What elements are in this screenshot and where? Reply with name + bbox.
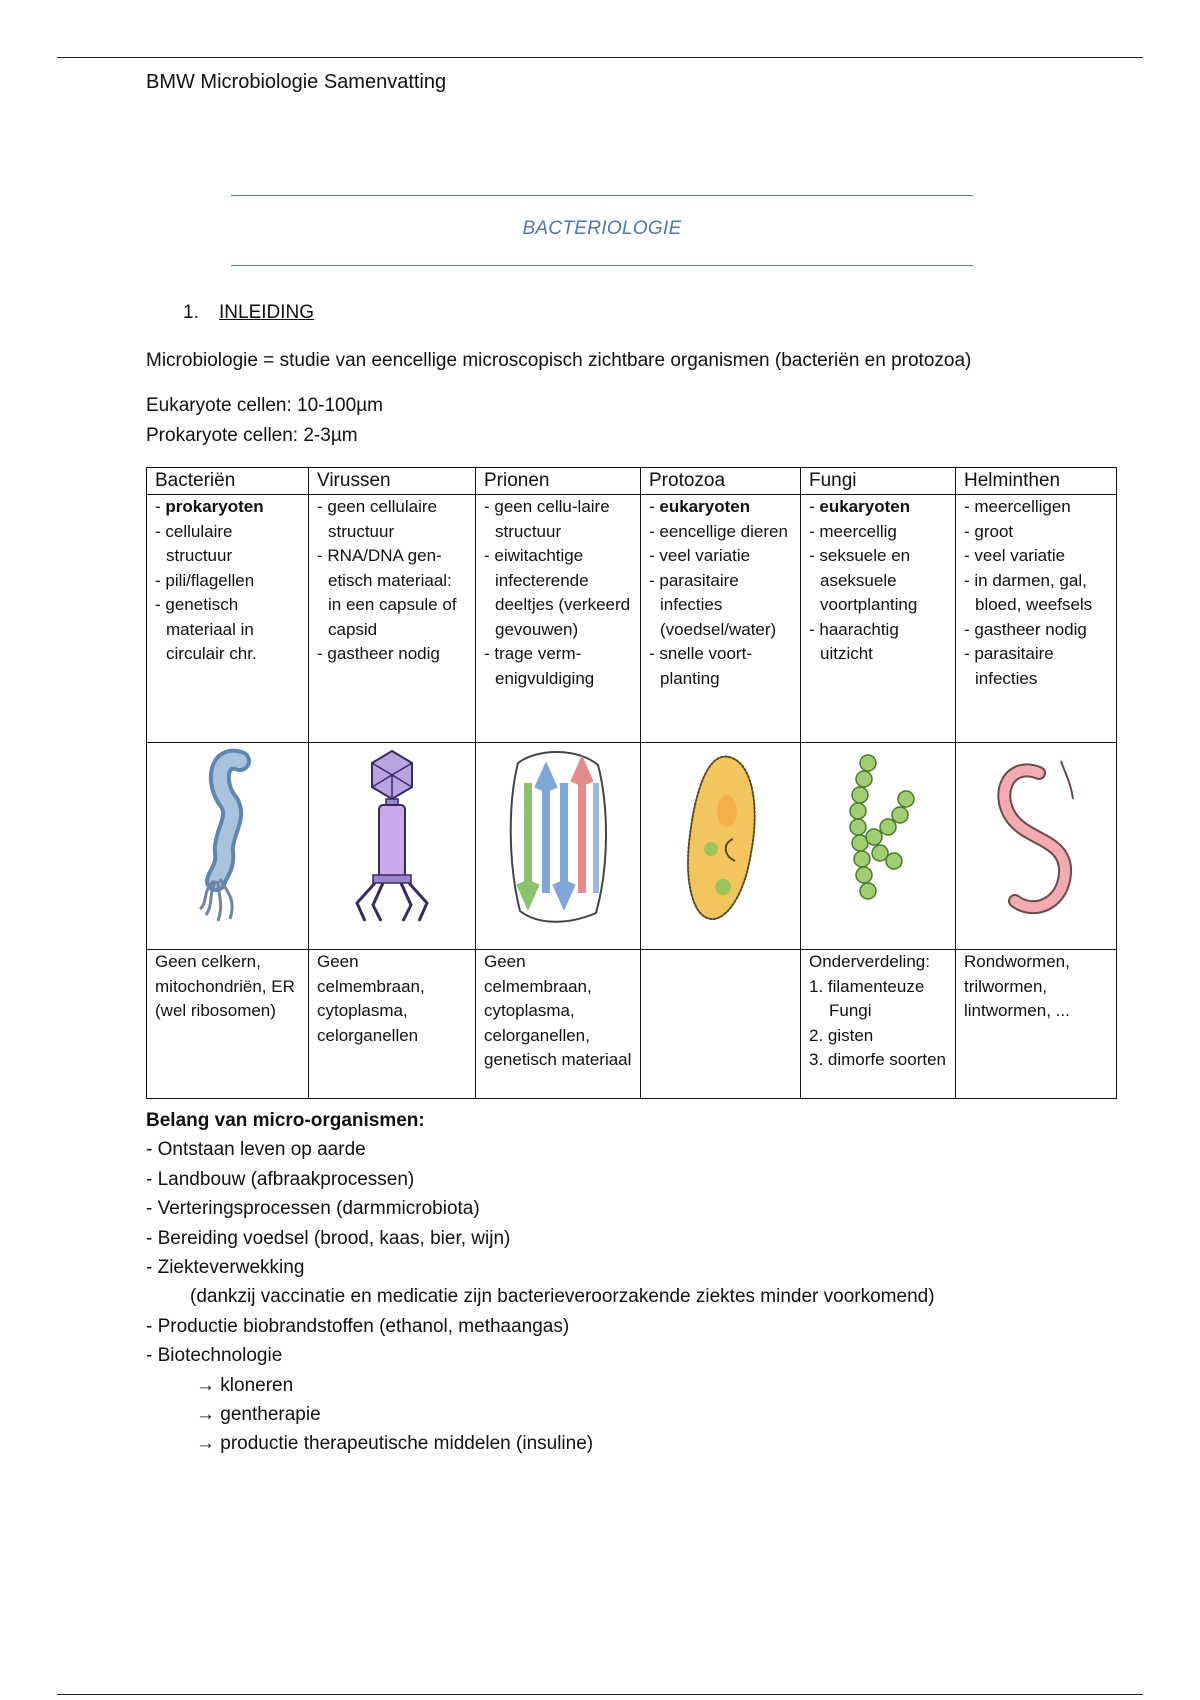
bacterium-icon	[178, 743, 278, 933]
prion-icon	[498, 743, 618, 933]
note-virussen: Geen celmembraan, cytoplasma, celorganellen	[309, 950, 476, 1099]
table-header-row	[147, 468, 1117, 495]
header-helminthen: Helminthen	[956, 468, 1117, 495]
note-fungi	[801, 950, 956, 1099]
props-helminthen	[956, 495, 1117, 743]
props-prionen	[476, 495, 641, 743]
title-rule-top	[231, 195, 973, 196]
hyphae-icon	[828, 743, 928, 933]
list-item: - parasitaire infecties (voedsel/water)	[649, 570, 777, 639]
virus-illustration	[309, 743, 476, 950]
prokaryote-text: Prokaryote cellen: 2-3µm	[146, 425, 358, 446]
list-item: - geen cellu-laire structuur	[484, 497, 610, 541]
prion-illustration	[476, 743, 641, 950]
list-item: - Landbouw (afbraakprocessen)	[146, 1168, 415, 1190]
title-rule-bottom	[231, 265, 973, 266]
list-item: - genetisch materiaal in circulair chr.	[155, 595, 257, 663]
properties-row	[147, 495, 1117, 743]
props-virussen	[309, 495, 476, 743]
sub-note: (dankzij vaccinatie en medicatie zijn bacterieveroorzakende ziektes minder voorkomend)	[190, 1286, 935, 1308]
list-item: - trage verm-enigvuldiging	[484, 644, 595, 688]
bacterium-illustration	[147, 743, 309, 950]
list-item: - pili/flagellen	[155, 570, 255, 590]
props-bacterien: - prokaryoten - cellulaire structuur - pili/flagellen - genetisch materiaal in circulair chr.	[147, 495, 309, 743]
bold-prokaryoten: prokaryoten	[165, 497, 264, 516]
props-protozoa: - eukaryoten - eencellige dieren - veel variatie - parasitaire infecties (voedsel/water) - snelle voort-planting	[641, 495, 801, 743]
list-item: - Verteringsprocessen (darmmicrobiota)	[146, 1198, 480, 1220]
bottom-rule	[57, 1694, 1143, 1695]
top-rule	[57, 57, 1143, 58]
list-item: - meercelligen	[964, 497, 1071, 516]
list-item: 2. gisten	[809, 1025, 874, 1045]
list-item: 3. dimorfe soorten	[809, 1050, 947, 1069]
bold-eukaryoten: eukaryoten	[659, 497, 751, 516]
header-protozoa: Protozoa	[641, 468, 801, 495]
list-item: - snelle voort-planting	[649, 644, 752, 688]
notes-row	[147, 950, 1117, 1099]
arrow-item: → gentherapie	[196, 1404, 321, 1426]
list-item: - Ziekteverwekking	[146, 1257, 305, 1279]
illustrations-row	[147, 743, 1117, 950]
list-item: - Bereiding voedsel (brood, kaas, bier, wijn)	[146, 1227, 511, 1249]
list-item: - gastheer nodig	[964, 619, 1087, 639]
note-helminthen: Rondwormen, trilwormen, lintwormen, ...	[956, 950, 1117, 1099]
list-item: - gastheer nodig	[317, 644, 440, 663]
list-item: - haarachtig uitzicht	[809, 619, 899, 663]
header-prionen: Prionen	[476, 468, 641, 495]
list-item: - eiwitachtige infecterende deeltjes (verkeerd gevouwen)	[484, 546, 631, 639]
list-item: - Productie biobrandstoffen (ethanol, methaangas)	[146, 1315, 570, 1337]
heading-number: 1.	[183, 302, 199, 323]
list-item: - eencellige dieren	[649, 521, 788, 541]
props-fungi: - eukaryoten - meercellig - seksuele en aseksuele voortplanting - haarachtig uitzicht	[801, 495, 956, 743]
note-prionen: Geen celmembraan, cytoplasma, celorganellen, genetisch materiaal	[476, 950, 641, 1099]
section-title: BACTERIOLOGIE	[522, 218, 682, 239]
bold-eukaryoten: eukaryoten	[819, 497, 911, 516]
list-item: - seksuele en aseksuele voortplanting	[809, 546, 918, 614]
helminth-illustration	[956, 743, 1117, 950]
heading-text: INLEIDING	[219, 302, 315, 323]
paramecium-icon	[671, 743, 771, 933]
header-fungi: Fungi	[801, 468, 956, 495]
arrow-item: → productie therapeutische middelen (insuline)	[196, 1433, 594, 1455]
section-heading	[183, 302, 314, 324]
eukaryote-text: Eukaryote cellen: 10-100µm	[146, 395, 383, 416]
arrow-item: → kloneren	[196, 1374, 294, 1396]
header-bacterien: Bacteriën	[147, 468, 309, 495]
header-virussen: Virussen	[309, 468, 476, 495]
list-item: - veel variatie	[649, 546, 751, 565]
list-item: - RNA/DNA gen-etisch materiaal: in een capsule of capsid	[317, 546, 457, 639]
page-header: BMW Microbiologie Samenvatting	[146, 71, 447, 93]
list-item: - geen cellulaire structuur	[317, 497, 438, 541]
list-item: - groot	[964, 521, 1014, 541]
importance-title: Belang van micro-organismen:	[146, 1110, 425, 1131]
list-item: - parasitaire infecties	[964, 644, 1054, 688]
list-item: - veel variatie	[964, 546, 1066, 565]
list-item: - meercellig	[809, 521, 897, 541]
note-protozoa	[641, 950, 801, 1099]
bacteriophage-icon	[337, 743, 447, 933]
note-title: Onderverdeling:	[809, 952, 930, 971]
definition-text: Microbiologie = studie van eencellige microscopisch zichtbare organismen (bacteriën en protozoa)	[146, 350, 972, 371]
list-item: - in darmen, gal, bloed, weefsels	[964, 570, 1093, 614]
worm-icon	[981, 743, 1091, 933]
list-item: - cellulaire structuur	[155, 521, 233, 565]
note-bacterien: Geen celkern, mitochondriën, ER (wel ribosomen)	[147, 950, 309, 1099]
list-item: - Ontstaan leven op aarde	[146, 1139, 366, 1161]
protozoa-illustration	[641, 743, 801, 950]
fungi-illustration	[801, 743, 956, 950]
list-item: 1. filamenteuze Fungi	[809, 976, 925, 1020]
comparison-table	[146, 467, 1117, 1099]
importance-section	[146, 1106, 935, 1459]
list-item: - Biotechnologie	[146, 1345, 283, 1367]
